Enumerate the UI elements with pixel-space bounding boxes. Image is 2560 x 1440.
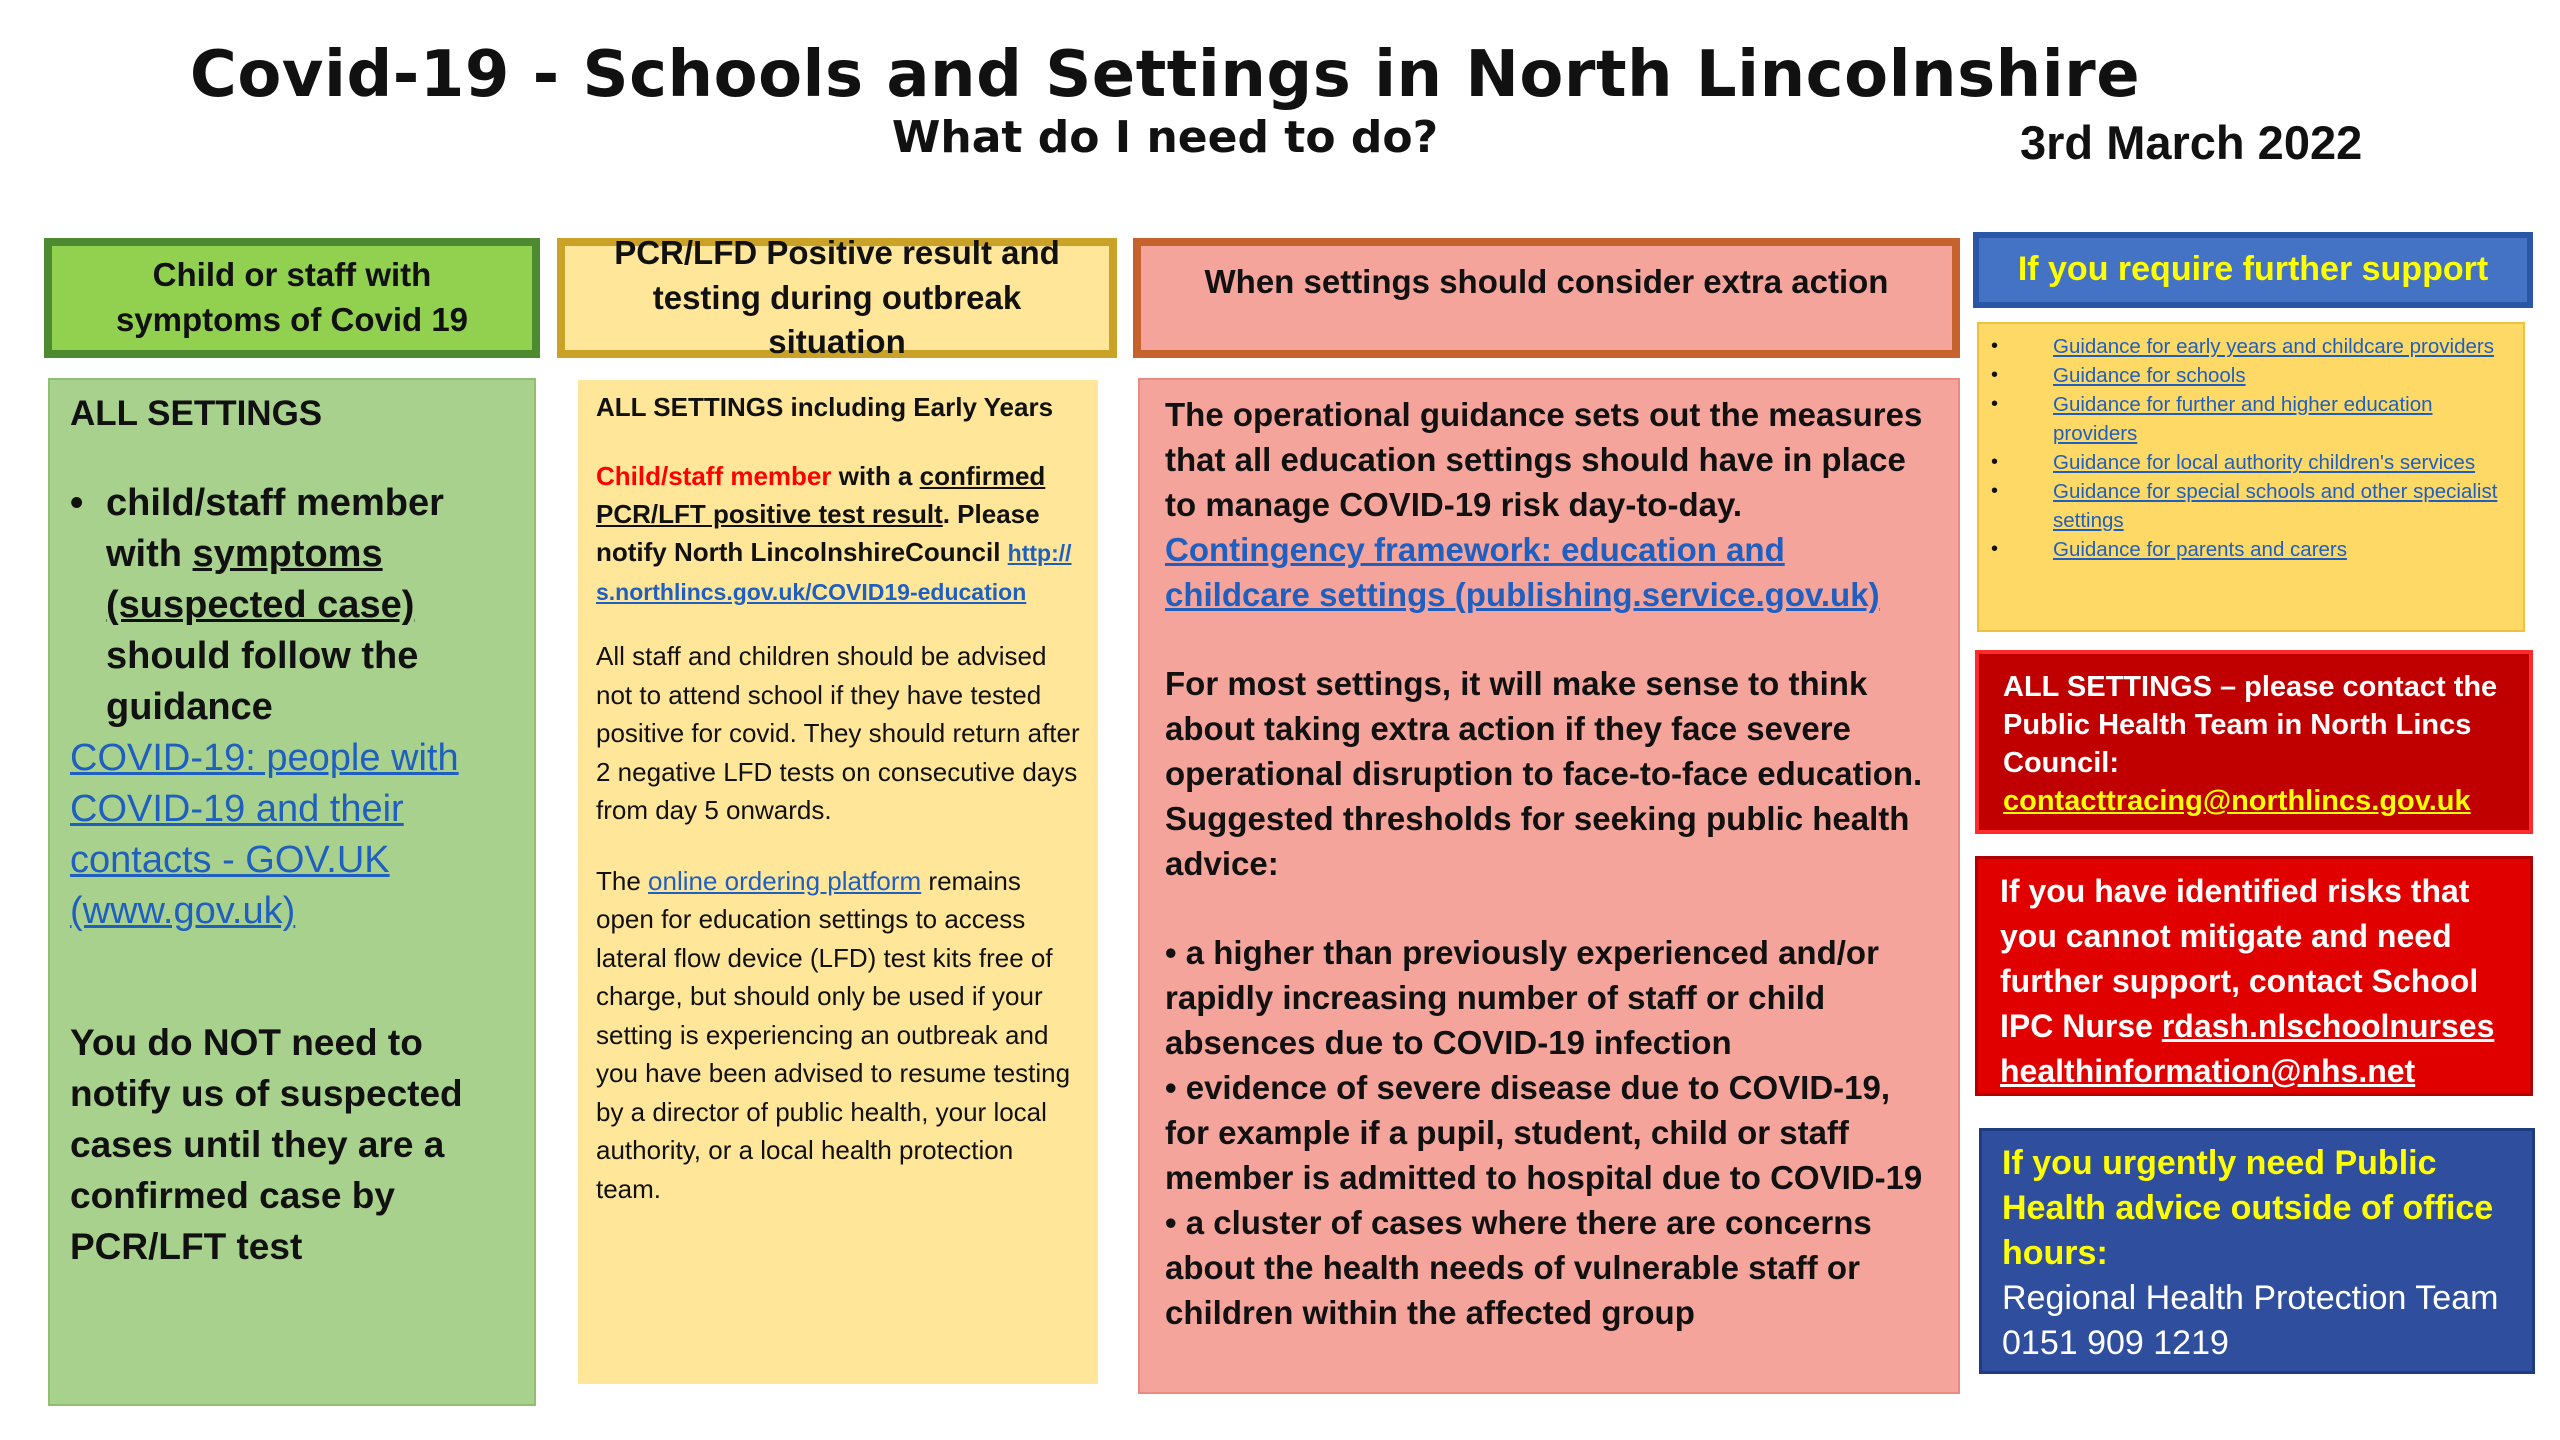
- list-item: [1991, 477, 2507, 535]
- ipc-nurse-contact-box: [1975, 856, 2533, 1096]
- bullet-glyph: •: [1991, 364, 1999, 386]
- early-years-guidance-link[interactable]: Guidance for early years and childcare providers: [2053, 335, 2494, 358]
- out-of-hours-title: If you urgently need Public Health advice outside of office hours:: [2002, 1144, 2494, 1272]
- contact-tracing-email-link[interactable]: contacttracing@northlincs.gov.uk: [2003, 785, 2471, 817]
- online-ordering-link[interactable]: online ordering platform: [648, 865, 922, 896]
- special-schools-guidance-link[interactable]: Guidance for special schools and other specialist settings: [2053, 480, 2498, 532]
- further-support-header-text: If you require further support: [2017, 250, 2489, 289]
- bullet-glyph: •: [1991, 393, 1999, 415]
- positive-result-heading: ALL SETTINGS including Early Years: [596, 392, 1054, 422]
- public-health-contact-text: ALL SETTINGS – please contact the Public Health Team in North Lincs Council:: [2003, 671, 2498, 779]
- symptoms-panel: [48, 378, 536, 1406]
- positive-result-header-text: PCR/LFD Positive result and testing during outbreak situation: [614, 234, 1060, 361]
- northlincs-education-link[interactable]: http://s.northlincs.gov.uk/COVID19-education: [596, 540, 1072, 605]
- health-protection-team: Regional Health Protection Team: [2002, 1279, 2499, 1317]
- contingency-framework-link[interactable]: Contingency framework: education and childcare settings (publishing.service.gov.uk): [1165, 531, 1880, 613]
- bullet-prefix: child/staff member with: [106, 482, 444, 575]
- out-of-hours-box: [1979, 1128, 2535, 1374]
- bullet-glyph: •: [70, 482, 84, 524]
- symptoms-underlined: symptoms (suspected case): [106, 533, 415, 626]
- notify-paragraph: [596, 457, 1080, 611]
- parents-guidance-link[interactable]: Guidance for parents and carers: [2053, 538, 2347, 561]
- childrens-services-guidance-link[interactable]: Guidance for local authority children's services: [2053, 451, 2476, 474]
- list-item: [1991, 332, 2507, 361]
- bullet-glyph: •: [1991, 480, 1999, 502]
- schools-guidance-link[interactable]: Guidance for schools: [2053, 364, 2246, 387]
- symptoms-column-header: [44, 238, 540, 358]
- symptoms-panel-heading: ALL SETTINGS: [70, 394, 323, 433]
- bullet-glyph: •: [1991, 538, 1999, 560]
- no-notify-notice: You do NOT need to notify us of suspected cases until they are a confirmed case by PCR/LFT test: [70, 1022, 463, 1267]
- threshold-bullet-2: • evidence of severe disease due to COVID-19, for example if a pupil, student, child or staff member is admitted to hospital due to COVID-19: [1165, 1069, 1923, 1196]
- notify-text: . Please notify North LincolnshireCouncil: [596, 499, 1040, 567]
- list-item: [1991, 361, 2507, 390]
- further-support-column-header: [1973, 232, 2533, 308]
- operational-text: The operational guidance sets out the measures that all education settings should have in place to manage COVID-19 risk day-to-day.: [1165, 396, 1923, 523]
- guidance-links-box: [1977, 322, 2525, 632]
- thresholds-paragraph: For most settings, it will make sense to think about taking extra action if they face severe operational disruption to face-to-face education. Suggested thresholds for seeking public health advice:: [1165, 665, 1923, 882]
- bullet-glyph: •: [1991, 335, 1999, 357]
- ordering-suffix: remains open for education settings to access lateral flow device (LFD) test kits free of charge, but should only be used if your setting is experiencing an outbreak and you have been advised to resume testing by a director of public health, your local authority, or a local health protection team.: [596, 865, 1071, 1204]
- threshold-bullet-3: • a cluster of cases where there are concerns about the health needs of vulnerable staff or children within the affected group: [1165, 1204, 1872, 1331]
- with-a-text: with a: [831, 461, 920, 491]
- extra-action-panel: [1138, 378, 1960, 1394]
- health-protection-phone: 0151 909 1219: [2002, 1324, 2229, 1362]
- positive-result-panel: [578, 380, 1098, 1384]
- positive-result-column-header: [557, 234, 1117, 361]
- list-item: [1991, 448, 2507, 477]
- confirmed-test-text: confirmed PCR/LFT positive test result: [596, 461, 1046, 529]
- list-item: [1991, 390, 2507, 448]
- list-item: [1991, 535, 2507, 564]
- govuk-covid-guidance-link[interactable]: COVID-19: people with COVID-19 and their contacts - GOV.UK (www.gov.uk): [70, 737, 459, 932]
- stay-home-paragraph: All staff and children should be advised not to attend school if they have tested positive for covid. They should return after 2 negative LFD tests on consecutive days from day 5 onwards.: [596, 641, 1080, 825]
- school-nurse-email-link[interactable]: rdash.nlschoolnurseshealthinformation@nhs.net: [2000, 1008, 2495, 1089]
- ordering-prefix: The: [596, 865, 649, 896]
- bullet-suffix: should follow the guidance: [106, 635, 419, 728]
- bullet-glyph: •: [1991, 451, 1999, 473]
- page-subtitle: What do I need to do?: [891, 112, 1439, 163]
- symptoms-guidance-text: [106, 478, 514, 733]
- threshold-bullet-1: • a higher than previously experienced and/or rapidly increasing number of staff or child absences due to COVID-19 infection: [1165, 934, 1879, 1061]
- ordering-paragraph: [596, 862, 1080, 1209]
- operational-guidance-paragraph: [1165, 392, 1933, 617]
- extra-action-column-header: [1133, 238, 1960, 358]
- guidance-links-list: [1991, 332, 2507, 564]
- symptoms-guidance-bullet: [70, 478, 514, 733]
- public-health-contact-box: [1975, 650, 2533, 834]
- extra-action-header-text: When settings should consider extra action: [1204, 263, 1889, 300]
- child-staff-red-text: Child/staff member: [596, 461, 832, 491]
- symptoms-header-text: Child or staff with symptoms of Covid 19: [115, 256, 469, 338]
- page-date: 3rd March 2022: [2020, 116, 2363, 169]
- ipc-nurse-text: If you have identified risks that you cannot mitigate and need further support, contact School IPC Nurse: [2000, 873, 2479, 1044]
- further-education-guidance-link[interactable]: Guidance for further and higher education providers: [2053, 393, 2433, 445]
- page-title: Covid-19 - Schools and Settings in North Lincolnshire: [189, 38, 2141, 112]
